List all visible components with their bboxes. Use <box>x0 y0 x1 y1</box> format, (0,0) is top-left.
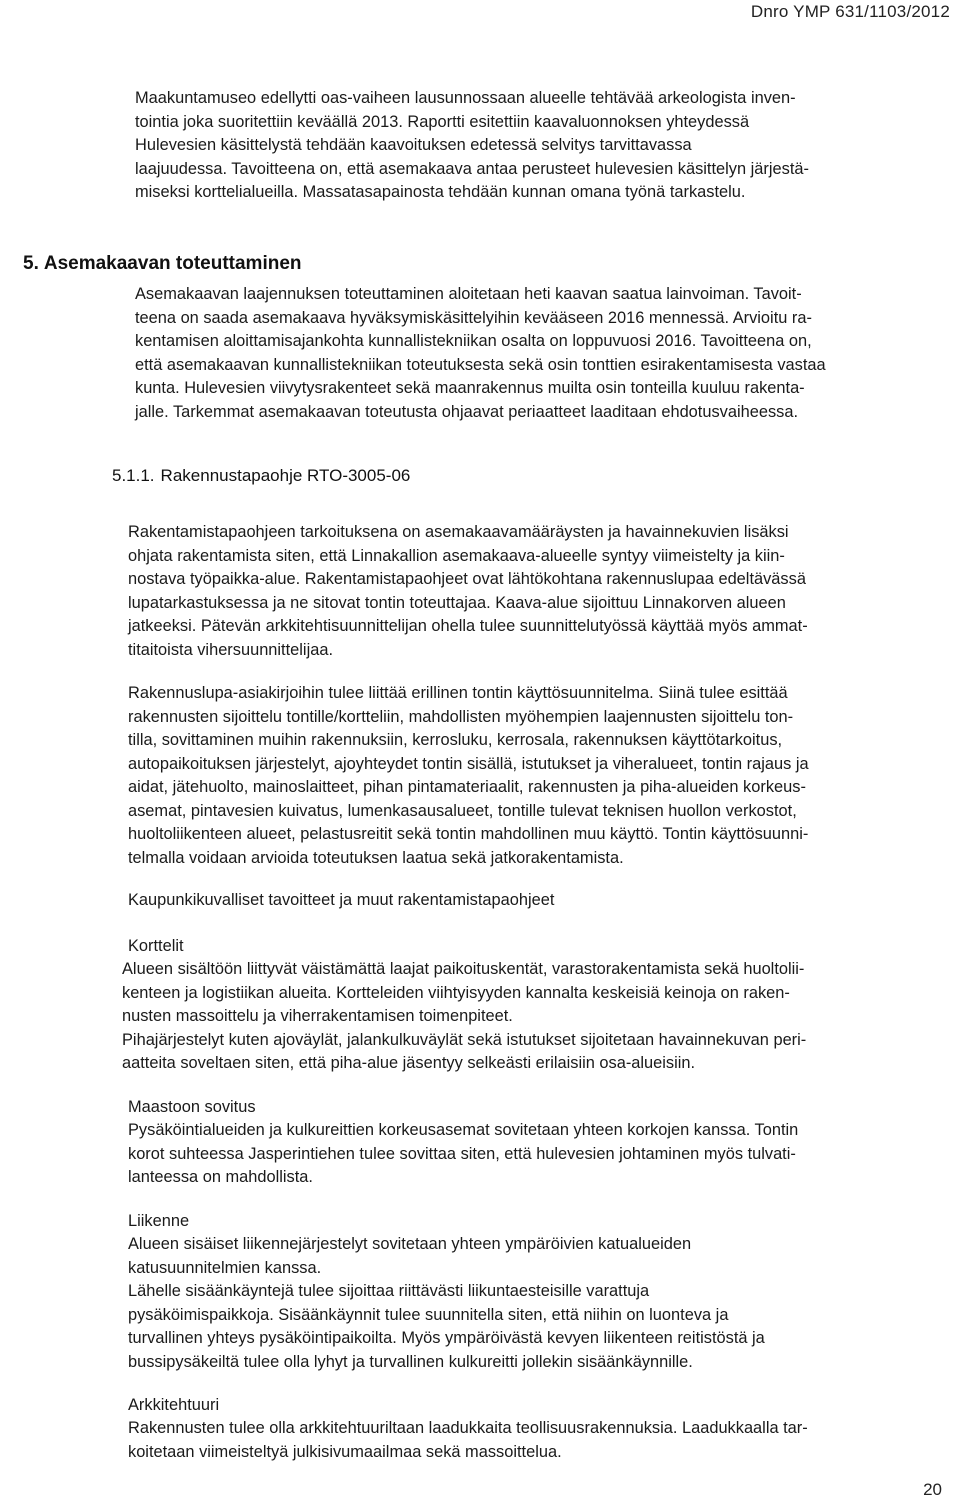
paragraph-line: ohjata rakentamista siten, että Linnakallion asemakaava-alueelle syntyy viimeistelty ja kiin- <box>128 546 785 565</box>
paragraph-line: lupatarkastuksessa ja ne sitovat tontin toteuttajaa. Kaava-alue sijoittuu Linnakorven alueen <box>128 593 786 612</box>
section5-paragraph <box>135 283 947 424</box>
subsection-heading <box>112 466 410 486</box>
paragraph-line: koitetaan viimeisteltyä julkisivumaailmaa sekä massoittelua. <box>128 1442 562 1461</box>
arkkitehtuuri-heading: Arkkitehtuuri <box>128 1396 220 1414</box>
paragraph-line: turvallinen yhteys pysäköintipaikoilta. Myös ympäröivästä kevyen liikenteen reitistöstä ja <box>128 1329 765 1347</box>
maastoon-sovitus-paragraph <box>128 1119 956 1190</box>
section-number: 5. <box>23 253 39 274</box>
paragraph-line: tilla, sovittaminen muihin rakennuksiin, kerrosluku, kerrosala, rakennuksen käyttötarkoitus, <box>128 731 783 749</box>
paragraph-line: Hulevesien käsittelystä tehdään kaavoituksen edetessä selvitys tarvittavassa <box>135 136 692 154</box>
paragraph-line: lanteessa on mahdollista. <box>128 1168 313 1186</box>
paragraph-line: Pysäköintialueiden ja kulkureittien korkeusasemat sovitetaan yhteen korkojen kanssa. Tontin <box>128 1121 799 1139</box>
paragraph-line: kunta. Hulevesien viivytysrakenteet sekä maanrakennus muilta osin tonteilla kuuluu rakenta- <box>135 379 805 397</box>
maastoon-sovitus-heading: Maastoon sovitus <box>128 1098 256 1116</box>
paragraph-line: aidat, jätehuolto, mainoslaitteet, pihan pintamateriaalit, rakennusten ja piha-alueiden korkeus- <box>128 778 806 796</box>
paragraph-line: pysäköimispaikkoja. Sisäänkäynnit tulee suunnitella siten, että niihin on luonteva ja <box>128 1305 729 1324</box>
rto-paragraph-1 <box>128 521 956 662</box>
rto-paragraph-2 <box>128 682 956 870</box>
paragraph-line: Pihajärjestelyt kuten ajoväylät, jalankulkuväylät sekä istutukset sijoitetaan havainnekuvan peri- <box>122 1030 807 1049</box>
paragraph-line: Rakennuslupa-asiakirjoihin tulee liittää erillinen tontin käyttösuunnitelma. Siinä tulee esittää <box>128 684 788 702</box>
paragraph-line: tointia joka suoritettiin keväällä 2013. Raportti esitettiin kaavaluonnoksen yhteydessä <box>135 112 750 131</box>
paragraph-line: nusten massoittelu ja viherrakentamisen toimenpiteet. <box>122 1007 513 1025</box>
liikenne-heading: Liikenne <box>128 1212 190 1230</box>
paragraph-line: Rakentamistapaohjeen tarkoituksena on asemakaavamääräysten ja havainnekuvien lisäksi <box>128 523 789 541</box>
korttelit-heading: Korttelit <box>128 937 184 955</box>
paragraph-line: asemat, pintavesien kuivatus, lumenkasausalueet, tontille tulevat teknisen huollon verkostot, <box>128 801 797 820</box>
paragraph-line: autopaikoituksen järjestelyt, ajoyhteydet tontin sisällä, istutukset ja viheralueet, tontin rajaus ja <box>128 754 809 773</box>
paragraph-line: Rakennusten tulee olla arkkitehtuuriltaan laadukkaita teollisuusrakennuksia. Laadukkaalla tar- <box>128 1419 808 1437</box>
paragraph-line: jatkeeksi. Pätevän arkkitehtisuunnittelijan ohella tulee suunnittelutyössä käyttää myös ammat- <box>128 617 808 635</box>
section-heading <box>23 253 302 275</box>
section-title: Asemakaavan toteuttaminen <box>43 253 302 274</box>
paragraph-line: bussipysäkeiltä tulee olla lyhyt ja turvallinen kulkureitti jollekin sisäänkäynnille. <box>128 1352 693 1371</box>
paragraph-line: rakennusten sijoittelu tontille/kortteliin, mahdollisten myöhempien laajennusten sijoittelu ton- <box>128 707 794 726</box>
paragraph-line: Alueen sisäiset liikennejärjestelyt sovitetaan yhteen ympäröivien katualueiden <box>128 1235 692 1253</box>
paragraph-line: aatteita soveltaen siten, että piha-alue jäsentyy selkeästi erilaisiin osa-alueisiin. <box>122 1054 696 1072</box>
paragraph-line: että asemakaavan kunnallistekniikan toteutuksesta sekä osin tonttien esirakentamisesta vastaa <box>135 355 826 374</box>
paragraph-line: Lähelle sisäänkäyntejä tulee sijoittaa riittävästi liikuntaesteisille varattuja <box>128 1282 650 1300</box>
paragraph-line: laajuudessa. Tavoitteena on, että asemakaava antaa perusteet hulevesien käsittelyn järjestä- <box>135 159 809 178</box>
korttelit-paragraph <box>122 958 958 1076</box>
goals-heading: Kaupunkikuvalliset tavoitteet ja muut rakentamistapaohjeet <box>128 891 555 909</box>
paragraph-line: katusuunnitelmien kanssa. <box>128 1258 322 1277</box>
paragraph-line: kenteen ja logistiikan alueita. Kortteleiden viihtyisyyden kannalta keskeisiä keinoja on raken- <box>122 983 790 1002</box>
page-number: 20 <box>923 1480 942 1499</box>
paragraph-line: Alueen sisältöön liittyvät väistämättä laajat paikoituskentät, varastorakentamista sekä huoltolii- <box>122 960 805 978</box>
arkkitehtuuri-paragraph <box>128 1417 956 1464</box>
paragraph-line: teena on saada asemakaava hyväksymiskäsittelyihin kevääseen 2016 mennessä. Arvioitu ra- <box>135 308 812 327</box>
paragraph-line: titaitoista vihersuunnittelijaa. <box>128 640 333 659</box>
liikenne-paragraph <box>128 1233 956 1374</box>
paragraph-line: Asemakaavan laajennuksen toteuttaminen aloitetaan heti kaavan saatua lainvoiman. Tavoit- <box>135 285 802 303</box>
paragraph-line: korot suhteessa Jasperintiehen tulee sovittaa siten, että hulevesien johtaminen myös tulvati- <box>128 1144 796 1163</box>
paragraph-line: kentamisen aloittamisajankohta kunnallistekniikan osalta on loppuvuosi 2016. Tavoitteena on, <box>135 332 812 350</box>
paragraph-line: telmalla voidaan arvioida toteutuksen laatua sekä jatkorakentamista. <box>128 848 624 867</box>
paragraph-line: Maakuntamuseo edellytti oas-vaiheen lausunnossaan alueelle tehtävää arkeologista inven- <box>135 89 796 107</box>
paragraph-line: huoltoliikenteen alueet, pelastusreitit sekä tontin mahdollinen muu käyttö. Tontin käyttösuunni- <box>128 825 809 843</box>
subsection-title: Rakennustapaohje RTO-3005-06 <box>160 466 411 485</box>
document-id: Dnro YMP 631/1103/2012 <box>750 2 950 21</box>
paragraph-line: miseksi korttelialueilla. Massatasapainosta tehdään kunnan omana työnä tarkastelu. <box>135 183 746 201</box>
paragraph-line: jalle. Tarkemmat asemakaavan toteutusta ohjaavat periaatteet laaditaan ehdotusvaiheessa. <box>135 402 799 421</box>
intro-paragraph <box>135 87 947 205</box>
subsection-number: 5.1.1. <box>112 466 155 485</box>
paragraph-line: nostava työpaikka-alue. Rakentamistapaohjeet ovat lähtökohtana rakennuslupaa edeltävässä <box>128 570 806 588</box>
